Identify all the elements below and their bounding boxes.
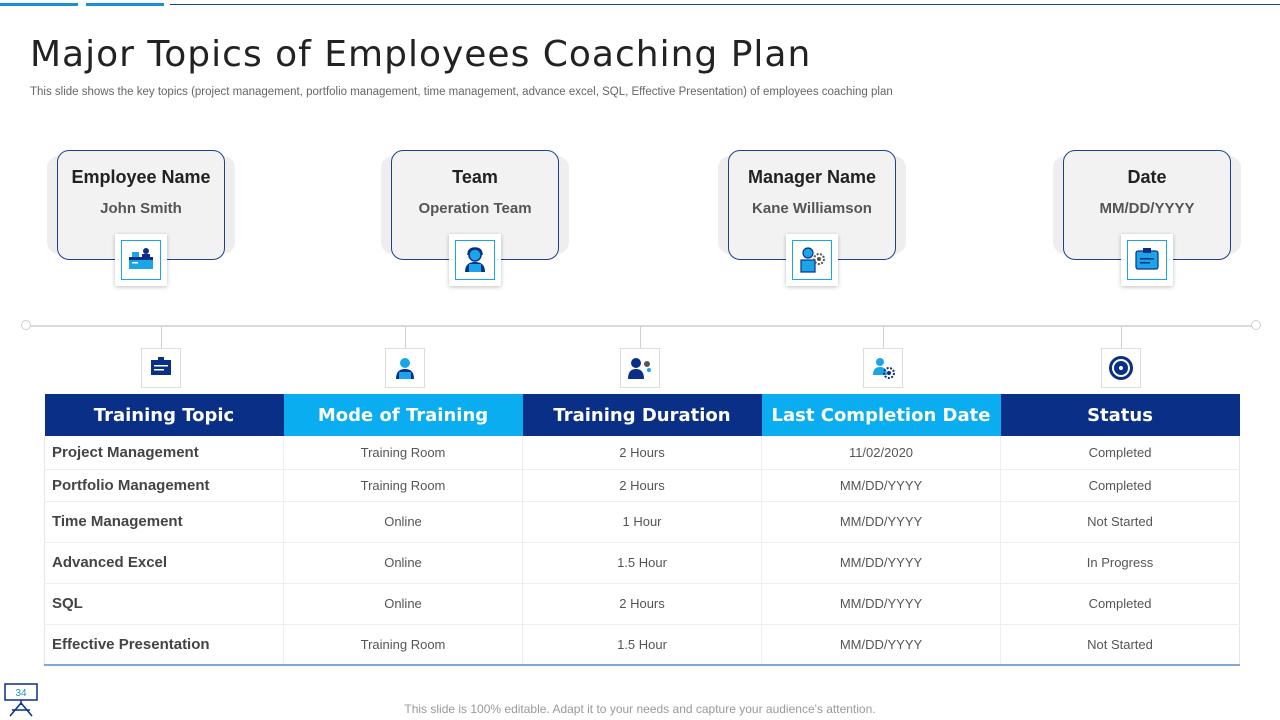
table-row — [45, 583, 1240, 624]
table-cell: MM/DD/YYYY — [762, 501, 1001, 542]
table-cell: 11/02/2020 — [762, 436, 1001, 469]
table-cell: MM/DD/YYYY — [762, 583, 1001, 624]
table-cell: Training Room — [284, 436, 523, 469]
slide-number: 34 — [15, 688, 27, 699]
top-accent-line — [170, 4, 1280, 5]
card-label: Team — [452, 167, 498, 187]
info-card-team — [391, 150, 579, 298]
table-cell: MM/DD/YYYY — [762, 469, 1001, 501]
timeline-line — [26, 325, 1256, 327]
clipboard-icon — [1132, 245, 1162, 275]
table-cell: Completed — [1001, 469, 1240, 501]
target-icon — [1107, 354, 1135, 382]
table-row — [45, 501, 1240, 542]
footer-note: This slide is 100% editable. Adapt it to your needs and capture your audience's attention. — [404, 702, 876, 716]
timeline-drop — [883, 326, 884, 348]
top-accent-tab — [0, 3, 78, 6]
column-icon-box — [620, 348, 660, 388]
card-icon-box — [1121, 234, 1173, 286]
table-cell: Completed — [1001, 583, 1240, 624]
table-cell: Project Management — [45, 436, 284, 469]
table-cell: 2 Hours — [523, 469, 762, 501]
column-icon-box — [385, 348, 425, 388]
info-card-manager — [728, 150, 916, 298]
column-header: Status — [1001, 394, 1240, 436]
coaching-table — [44, 394, 1240, 666]
page-title: Major Topics of Employees Coaching Plan — [30, 34, 812, 75]
team-icon — [627, 355, 653, 381]
table-cell: Portfolio Management — [45, 469, 284, 501]
info-card-date — [1063, 150, 1251, 298]
card-value: Kane Williamson — [752, 200, 872, 217]
column-icon-box — [141, 348, 181, 388]
column-header: Mode of Training — [284, 394, 523, 436]
card-value: Operation Team — [418, 200, 532, 217]
table-row — [45, 469, 1240, 501]
table-cell: Training Room — [284, 469, 523, 501]
timeline-dot — [1251, 320, 1261, 330]
timeline-drop — [161, 326, 162, 348]
user-gear-icon — [797, 245, 827, 275]
presentation-board-icon — [148, 355, 174, 381]
table-cell: Completed — [1001, 436, 1240, 469]
card-value: John Smith — [100, 200, 182, 217]
table-cell: Time Management — [45, 501, 284, 542]
operator-icon — [460, 245, 490, 275]
table-cell: Online — [284, 542, 523, 583]
column-icon-box — [1101, 348, 1141, 388]
table-cell: Online — [284, 583, 523, 624]
table-cell: Training Room — [284, 624, 523, 665]
card-label: Manager Name — [747, 167, 877, 187]
timeline-dot — [21, 320, 31, 330]
table-header-row — [45, 394, 1240, 436]
table-cell: Advanced Excel — [45, 542, 284, 583]
info-card-employee — [57, 150, 245, 298]
page-subtitle: This slide shows the key topics (project management, portfolio management, time management, advance excel, SQL, Effective Presentation) of employees coaching plan — [30, 86, 893, 98]
card-icon-box — [786, 234, 838, 286]
timeline-drop — [640, 326, 641, 348]
timeline-drop — [1121, 326, 1122, 348]
table-cell: Effective Presentation — [45, 624, 284, 665]
column-header: Last Completion Date — [762, 394, 1001, 436]
table-cell: 2 Hours — [523, 583, 762, 624]
table-cell: 1 Hour — [523, 501, 762, 542]
user-laptop-icon — [392, 355, 418, 381]
column-header: Training Topic — [45, 394, 284, 436]
table-cell: Not Started — [1001, 501, 1240, 542]
table-cell: 1.5 Hour — [523, 542, 762, 583]
card-value: MM/DD/YYYY — [1099, 200, 1195, 217]
card-icon-box — [449, 234, 501, 286]
table-cell: Not Started — [1001, 624, 1240, 665]
table-cell: Online — [284, 501, 523, 542]
table-cell: 2 Hours — [523, 436, 762, 469]
timeline-drop — [405, 326, 406, 348]
table-cell: MM/DD/YYYY — [762, 624, 1001, 665]
card-label: Date — [1127, 167, 1167, 187]
user-settings-icon — [870, 355, 896, 381]
card-icon-box — [115, 234, 167, 286]
table-cell: SQL — [45, 583, 284, 624]
column-header: Training Duration — [523, 394, 762, 436]
table-row — [45, 624, 1240, 665]
table-cell: 1.5 Hour — [523, 624, 762, 665]
card-label: Employee Name — [71, 167, 211, 187]
table-row — [45, 542, 1240, 583]
table-cell: MM/DD/YYYY — [762, 542, 1001, 583]
column-icon-box — [863, 348, 903, 388]
reception-desk-icon — [126, 245, 156, 275]
top-accent-tab — [86, 3, 164, 6]
table-row — [45, 436, 1240, 469]
table-cell: In Progress — [1001, 542, 1240, 583]
